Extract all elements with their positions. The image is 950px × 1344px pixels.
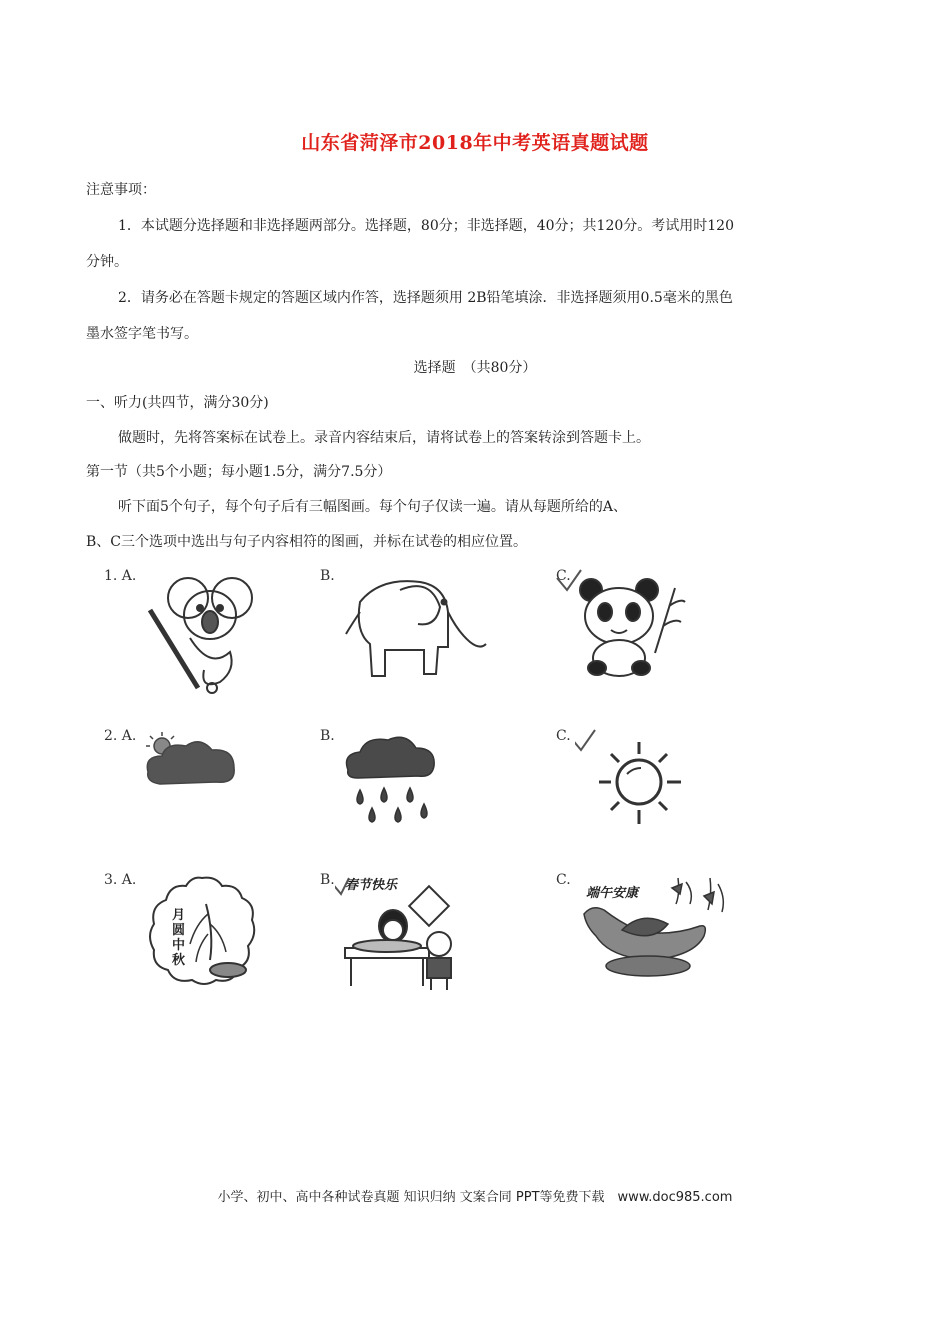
rain-cloud-icon — [340, 732, 440, 832]
q1-option-a-label: 1. A. — [104, 568, 137, 584]
q3-option-b-label: B. — [320, 872, 335, 888]
elephant-icon — [340, 572, 490, 684]
q2-option-c-label: C. — [556, 728, 571, 744]
notice-heading: 注意事项： — [86, 182, 156, 198]
section1-instruction: 听下面5个句子，每个句子后有三幅图画。每个句子仅读一遍。请从每题所给的A、 — [118, 499, 628, 515]
cloudy-sun-icon — [140, 732, 240, 792]
part1-instruction: 做题时，先将答案标在试卷上。录音内容结束后，请将试卷上的答案转涂到答题卡上。 — [118, 430, 650, 446]
section-title: 选择题 （共80分） — [413, 360, 537, 376]
mid-autumn-icon — [146, 874, 258, 989]
spring-festival-text: 春节快乐 — [345, 878, 398, 893]
notice-item-1-cont: 分钟。 — [86, 254, 128, 270]
section1-instruction-cont: B、C三个选项中选出与句子内容相符的图画，并标在试卷的相应位置。 — [86, 534, 527, 550]
q3-option-a-label: 3. A. — [104, 872, 137, 888]
part1-heading: 一、听力(共四节，满分30分) — [86, 395, 269, 411]
notice-item-2-cont: 墨水签字笔书写。 — [86, 326, 198, 342]
panda-icon — [555, 568, 695, 680]
page-title: 山东省菏泽市2018年中考英语真题试题 — [301, 132, 649, 154]
koala-icon — [140, 570, 260, 695]
spring-festival-icon — [335, 874, 485, 992]
notice-item-2: 2．请务必在答题卡规定的答题区域内作答，选择题须用 2B铅笔填涂．非选择题须用0.5毫米的黑色 — [118, 290, 733, 306]
q2-option-a-label: 2. A. — [104, 728, 137, 744]
mid-autumn-text: 月圆中秋 — [172, 908, 186, 968]
q3-option-c-label: C. — [556, 872, 571, 888]
q1-option-b-label: B. — [320, 568, 335, 584]
section1-heading: 第一节（共5个小题；每小题1.5分，满分7.5分） — [86, 464, 392, 480]
q1-option-c-label: C. — [556, 568, 571, 584]
dragon-boat-icon — [582, 874, 732, 984]
dragon-boat-text: 端午安康 — [586, 886, 639, 901]
page-footer: 小学、初中、高中各种试卷真题 知识归纳 文案合同 PPT等免费下载 www.doc985.com — [217, 1190, 733, 1205]
notice-item-1: 1．本试题分选择题和非选择题两部分。选择题，80分；非选择题，40分；共120分。考试用时120 — [118, 218, 734, 234]
sun-icon — [575, 728, 705, 838]
q2-option-b-label: B. — [320, 728, 335, 744]
